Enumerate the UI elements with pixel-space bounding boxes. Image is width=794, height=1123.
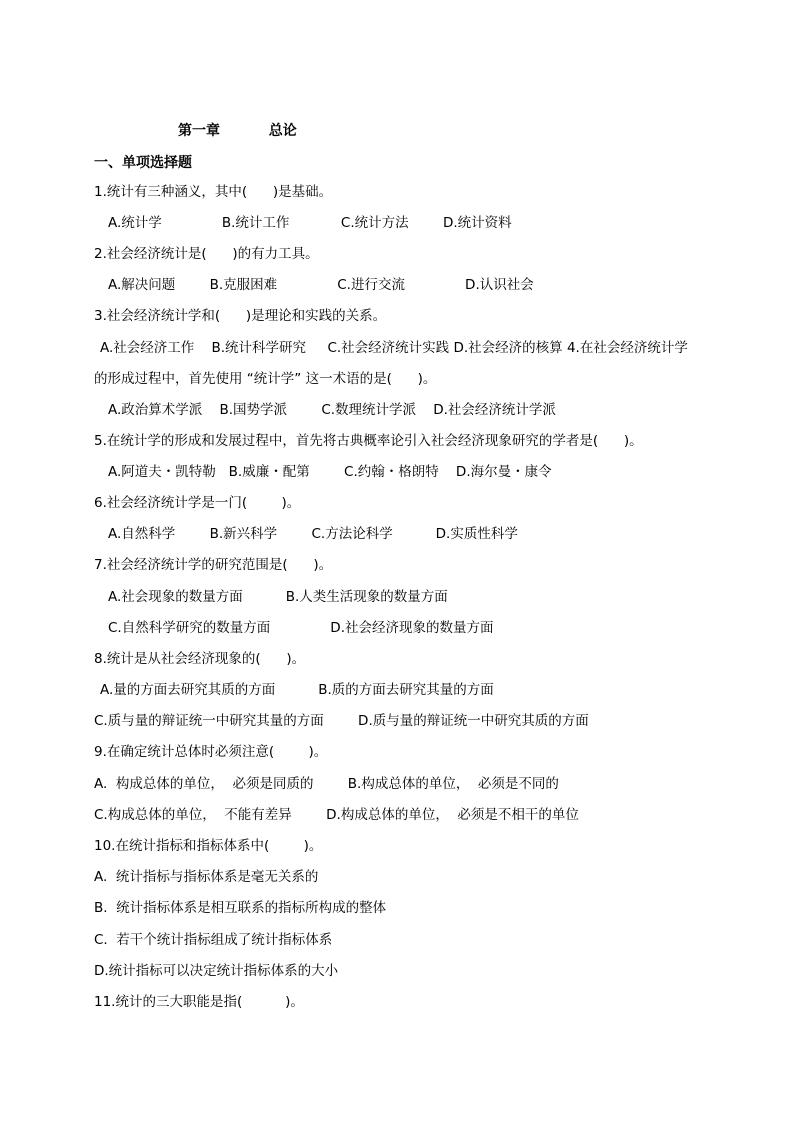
question-7-options-ab: A.社会现象的数量方面 B.人类生活现象的数量方面 [108,589,448,605]
question-7-options-cd: C.自然科学研究的数量方面 D.社会经济现象的数量方面 [108,620,494,636]
question-11: 11.统计的三大职能是指( )。 [94,994,304,1010]
question-5: 5.在统计学的形成和发展过程中，首先将古典概率论引入社会经济现象研究的学者是( )。 [94,433,643,449]
question-9-options-cd: C.构成总体的单位， 不能有差异 D.构成总体的单位， 必须是不相干的单位 [94,807,579,823]
question-8-options-cd: C.质与量的辩证统一中研究其量的方面 D.质与量的辩证统一中研究其质的方面 [94,713,589,729]
question-2-options: A.解决问题 B.克服困难 C.进行交流 D.认识社会 [108,277,534,293]
question-8-options-ab: A.量的方面去研究其质的方面 B.质的方面去研究其量的方面 [100,682,494,698]
question-10: 10.在统计指标和指标体系中( )。 [94,838,323,854]
question-10-option-b: B. 统计指标体系是相互联系的指标所构成的整体 [94,900,387,916]
question-10-option-a: A. 统计指标与指标体系是毫无关系的 [94,869,319,885]
chapter-title: 第一章 总论 [178,123,297,139]
question-3: 3.社会经济统计学和( )是理论和实践的关系。 [94,308,387,324]
question-4-options: A.政治算术学派 B.国势学派 C.数理统计学派 D.社会经济统计学派 [108,402,556,418]
question-8: 8.统计是从社会经济现象的( )。 [94,651,306,667]
section-title: 一、单项选择题 [94,155,192,171]
question-10-option-d: D.统计指标可以决定统计指标体系的大小 [94,963,339,979]
question-1-options: A.统计学 B.统计工作 C.统计方法 D.统计资料 [108,215,512,231]
question-6-options: A.自然科学 B.新兴科学 C.方法论科学 D.实质性科学 [108,526,518,542]
question-5-options: A.阿道夫・凯特勒 B.威廉・配第 C.约翰・格朗特 D.海尔曼・康令 [108,464,552,480]
question-4: 的形成过程中，首先使用 “统计学” 这一术语的是( )。 [94,371,437,387]
question-3-options: A.社会经济工作 B.统计科学研究 C.社会经济统计实践 D.社会经济的核算 4.在社会经济统计学 [100,340,688,356]
question-7: 7.社会经济统计学的研究范围是( )。 [94,557,333,573]
question-9: 9.在确定统计总体时必须注意( )。 [94,744,328,760]
question-1: 1.统计有三种涵义，其中( )是基础。 [94,184,333,200]
question-2: 2.社会经济统计是( )的有力工具。 [94,246,319,262]
question-6: 6.社会经济统计学是一门( )。 [94,495,301,511]
question-10-option-c: C. 若干个统计指标组成了统计指标体系 [94,932,333,948]
question-9-options-ab: A. 构成总体的单位， 必须是同质的 B.构成总体的单位， 必须是不同的 [94,776,559,792]
